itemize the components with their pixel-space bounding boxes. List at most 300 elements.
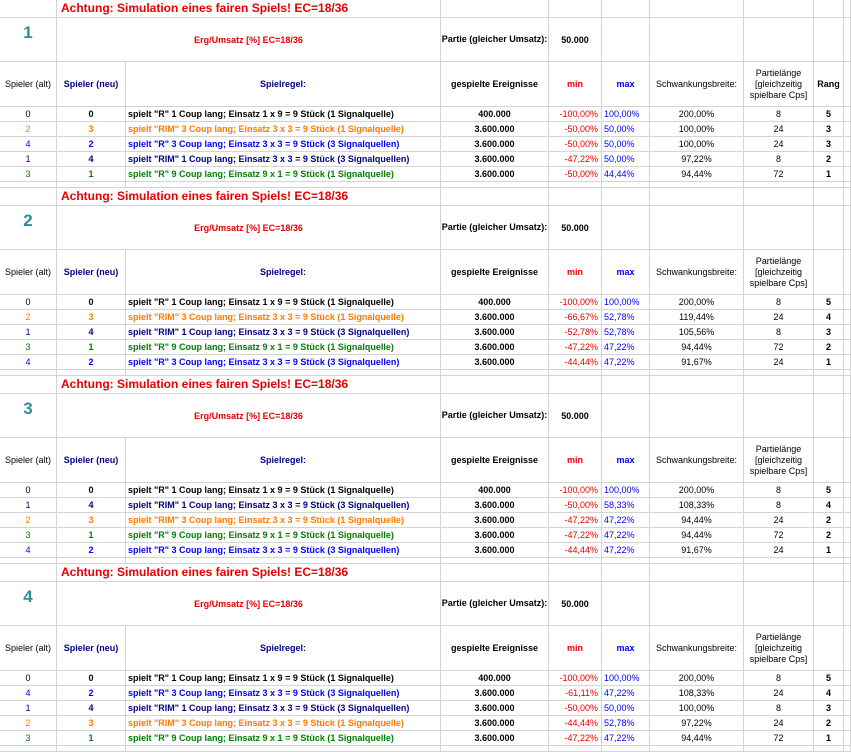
cell-events[interactable]: 3.600.000 — [441, 310, 549, 325]
header-schwankungsbreite[interactable]: Schwankungsbreite: — [650, 250, 744, 295]
blank-cell[interactable] — [57, 746, 126, 752]
header-max[interactable]: max — [602, 250, 650, 295]
cell-rang[interactable]: 2 — [814, 152, 844, 167]
cell-max[interactable]: 100,00% — [602, 483, 650, 498]
blank-cell[interactable] — [441, 376, 549, 394]
blank-cell[interactable] — [0, 564, 57, 582]
cell-events[interactable]: 3.600.000 — [441, 498, 549, 513]
cell-schwankungsbreite[interactable]: 94,44% — [650, 528, 744, 543]
cell-schwankungsbreite[interactable]: 94,44% — [650, 340, 744, 355]
blank-cell[interactable] — [844, 438, 851, 483]
blank-cell[interactable] — [844, 483, 851, 498]
header-spielregel[interactable]: Spielregel: — [126, 62, 441, 107]
cell-max[interactable]: 47,22% — [602, 355, 650, 370]
cell-min[interactable]: -47,22% — [549, 731, 602, 746]
cell-events[interactable]: 3.600.000 — [441, 325, 549, 340]
cell-events[interactable]: 3.600.000 — [441, 355, 549, 370]
header-max[interactable]: max — [602, 62, 650, 107]
blank-cell[interactable] — [0, 376, 57, 394]
blank-cell[interactable] — [602, 188, 650, 206]
cell-rang[interactable]: 4 — [814, 310, 844, 325]
erg-umsatz-label[interactable]: Erg/Umsatz [%] EC=18/36 — [57, 394, 441, 438]
blank-cell[interactable] — [126, 746, 441, 752]
blank-cell[interactable] — [844, 62, 851, 107]
blank-cell[interactable] — [844, 340, 851, 355]
header-spieler-alt[interactable]: Spieler (alt) — [0, 62, 57, 107]
cell-spieler-alt[interactable]: 4 — [0, 686, 57, 701]
cell-spieler-neu[interactable]: 1 — [57, 731, 126, 746]
cell-events[interactable]: 3.600.000 — [441, 543, 549, 558]
cell-max[interactable]: 100,00% — [602, 671, 650, 686]
partie-value[interactable]: 50.000 — [549, 394, 602, 438]
blank-cell[interactable] — [650, 376, 744, 394]
cell-schwankungsbreite[interactable]: 200,00% — [650, 107, 744, 122]
cell-partielaenge[interactable]: 24 — [744, 310, 814, 325]
cell-spieler-alt[interactable]: 1 — [0, 152, 57, 167]
blank-cell[interactable] — [844, 686, 851, 701]
blank-cell[interactable] — [650, 746, 744, 752]
cell-spieler-alt[interactable]: 3 — [0, 731, 57, 746]
blank-cell[interactable] — [844, 376, 851, 394]
blank-cell[interactable] — [844, 513, 851, 528]
cell-rang[interactable]: 1 — [814, 731, 844, 746]
blank-cell[interactable] — [814, 206, 844, 250]
cell-spielregel[interactable]: spielt "R" 3 Coup lang; Einsatz 3 x 3 = 9 Stück (3 Signalquellen) — [126, 543, 441, 558]
blank-cell[interactable] — [844, 394, 851, 438]
cell-min[interactable]: -50,00% — [549, 167, 602, 182]
cell-max[interactable]: 50,00% — [602, 137, 650, 152]
cell-spieler-neu[interactable]: 2 — [57, 543, 126, 558]
blank-cell[interactable] — [0, 188, 57, 206]
cell-schwankungsbreite[interactable]: 91,67% — [650, 355, 744, 370]
cell-partielaenge[interactable]: 24 — [744, 137, 814, 152]
erg-umsatz-label[interactable]: Erg/Umsatz [%] EC=18/36 — [57, 206, 441, 250]
blank-cell[interactable] — [844, 18, 851, 62]
blank-cell[interactable] — [814, 746, 844, 752]
blank-cell[interactable] — [650, 18, 744, 62]
cell-max[interactable]: 52,78% — [602, 716, 650, 731]
blank-cell[interactable] — [650, 188, 744, 206]
cell-spieler-alt[interactable]: 2 — [0, 513, 57, 528]
cell-partielaenge[interactable]: 72 — [744, 528, 814, 543]
cell-rang[interactable]: 2 — [814, 528, 844, 543]
cell-spieler-alt[interactable]: 0 — [0, 295, 57, 310]
erg-umsatz-label[interactable]: Erg/Umsatz [%] EC=18/36 — [57, 582, 441, 626]
cell-max[interactable]: 100,00% — [602, 295, 650, 310]
cell-spieler-alt[interactable]: 4 — [0, 137, 57, 152]
blank-cell[interactable] — [844, 325, 851, 340]
cell-spieler-alt[interactable]: 0 — [0, 483, 57, 498]
cell-spielregel[interactable]: spielt "RIM" 1 Coup lang; Einsatz 3 x 3 = 9 Stück (3 Signalquellen) — [126, 325, 441, 340]
cell-min[interactable]: -47,22% — [549, 513, 602, 528]
cell-rang[interactable]: 3 — [814, 701, 844, 716]
blank-cell[interactable] — [602, 582, 650, 626]
cell-rang[interactable]: 2 — [814, 513, 844, 528]
blank-cell[interactable] — [441, 746, 549, 752]
cell-events[interactable]: 3.600.000 — [441, 528, 549, 543]
blank-cell[interactable] — [0, 0, 57, 18]
partie-label[interactable]: Partie (gleicher Umsatz): — [441, 582, 549, 626]
cell-spieler-alt[interactable]: 3 — [0, 340, 57, 355]
block-number[interactable]: 1 — [0, 18, 57, 62]
cell-schwankungsbreite[interactable]: 200,00% — [650, 483, 744, 498]
header-spieler-neu[interactable]: Spieler (neu) — [57, 250, 126, 295]
cell-max[interactable]: 47,22% — [602, 731, 650, 746]
cell-partielaenge[interactable]: 24 — [744, 686, 814, 701]
cell-min[interactable]: -50,00% — [549, 701, 602, 716]
cell-max[interactable]: 47,22% — [602, 686, 650, 701]
blank-cell[interactable] — [844, 355, 851, 370]
cell-events[interactable]: 3.600.000 — [441, 716, 549, 731]
cell-partielaenge[interactable]: 8 — [744, 295, 814, 310]
cell-rang[interactable]: 1 — [814, 355, 844, 370]
header-events[interactable]: gespielte Ereignisse — [441, 62, 549, 107]
cell-partielaenge[interactable]: 72 — [744, 731, 814, 746]
cell-spieler-alt[interactable]: 0 — [0, 671, 57, 686]
header-spieler-neu[interactable]: Spieler (neu) — [57, 62, 126, 107]
blank-cell[interactable] — [814, 376, 844, 394]
cell-rang[interactable]: 3 — [814, 122, 844, 137]
blank-cell[interactable] — [441, 188, 549, 206]
partie-value[interactable]: 50.000 — [549, 582, 602, 626]
cell-min[interactable]: -50,00% — [549, 122, 602, 137]
cell-min[interactable]: -47,22% — [549, 152, 602, 167]
blank-cell[interactable] — [844, 626, 851, 671]
cell-spielregel[interactable]: spielt "R" 1 Coup lang; Einsatz 1 x 9 = 9 Stück (1 Signalquelle) — [126, 671, 441, 686]
cell-rang[interactable]: 2 — [814, 716, 844, 731]
partie-label[interactable]: Partie (gleicher Umsatz): — [441, 18, 549, 62]
blank-cell[interactable] — [744, 564, 814, 582]
header-schwankungsbreite[interactable]: Schwankungsbreite: — [650, 62, 744, 107]
cell-spieler-neu[interactable]: 3 — [57, 122, 126, 137]
cell-spielregel[interactable]: spielt "RIM" 3 Coup lang; Einsatz 3 x 3 = 9 Stück (1 Signalquelle) — [126, 513, 441, 528]
header-max[interactable]: max — [602, 626, 650, 671]
cell-spielregel[interactable]: spielt "RIM" 1 Coup lang; Einsatz 3 x 3 = 9 Stück (3 Signalquellen) — [126, 152, 441, 167]
cell-spielregel[interactable]: spielt "R" 9 Coup lang; Einsatz 9 x 1 = 9 Stück (1 Signalquelle) — [126, 340, 441, 355]
cell-spieler-alt[interactable]: 3 — [0, 167, 57, 182]
blank-cell[interactable] — [814, 582, 844, 626]
cell-spieler-alt[interactable]: 4 — [0, 543, 57, 558]
warning-title[interactable]: Achtung: Simulation eines fairen Spiels! EC=18/36 — [57, 564, 441, 582]
cell-partielaenge[interactable]: 8 — [744, 325, 814, 340]
blank-cell[interactable] — [844, 167, 851, 182]
header-spielregel[interactable]: Spielregel: — [126, 438, 441, 483]
cell-schwankungsbreite[interactable]: 100,00% — [650, 137, 744, 152]
cell-max[interactable]: 44,44% — [602, 167, 650, 182]
blank-cell[interactable] — [844, 188, 851, 206]
cell-max[interactable]: 52,78% — [602, 325, 650, 340]
cell-partielaenge[interactable]: 8 — [744, 107, 814, 122]
header-partielaenge[interactable]: Partielänge [gleichzeitig spielbare Cps] — [744, 62, 814, 107]
block-number[interactable]: 3 — [0, 394, 57, 438]
cell-min[interactable]: -44,44% — [549, 716, 602, 731]
cell-min[interactable]: -100,00% — [549, 671, 602, 686]
cell-rang[interactable]: 4 — [814, 686, 844, 701]
cell-spielregel[interactable]: spielt "R" 9 Coup lang; Einsatz 9 x 1 = 9 Stück (1 Signalquelle) — [126, 167, 441, 182]
cell-events[interactable]: 3.600.000 — [441, 731, 549, 746]
header-partielaenge[interactable]: Partielänge [gleichzeitig spielbare Cps] — [744, 250, 814, 295]
blank-cell[interactable] — [744, 0, 814, 18]
cell-events[interactable]: 3.600.000 — [441, 152, 549, 167]
cell-partielaenge[interactable]: 8 — [744, 701, 814, 716]
cell-schwankungsbreite[interactable]: 100,00% — [650, 122, 744, 137]
blank-cell[interactable] — [844, 250, 851, 295]
cell-max[interactable]: 50,00% — [602, 152, 650, 167]
header-events[interactable]: gespielte Ereignisse — [441, 438, 549, 483]
cell-spieler-alt[interactable]: 1 — [0, 498, 57, 513]
cell-max[interactable]: 50,00% — [602, 701, 650, 716]
cell-spieler-neu[interactable]: 1 — [57, 340, 126, 355]
header-rang[interactable] — [814, 438, 844, 483]
cell-spieler-alt[interactable]: 2 — [0, 716, 57, 731]
cell-spieler-alt[interactable]: 1 — [0, 701, 57, 716]
cell-min[interactable]: -50,00% — [549, 137, 602, 152]
blank-cell[interactable] — [549, 376, 602, 394]
cell-rang[interactable]: 1 — [814, 543, 844, 558]
blank-cell[interactable] — [744, 18, 814, 62]
blank-cell[interactable] — [844, 310, 851, 325]
cell-schwankungsbreite[interactable]: 94,44% — [650, 167, 744, 182]
cell-schwankungsbreite[interactable]: 97,22% — [650, 152, 744, 167]
warning-title[interactable]: Achtung: Simulation eines fairen Spiels! EC=18/36 — [57, 188, 441, 206]
cell-partielaenge[interactable]: 8 — [744, 483, 814, 498]
cell-spielregel[interactable]: spielt "R" 3 Coup lang; Einsatz 3 x 3 = 9 Stück (3 Signalquellen) — [126, 686, 441, 701]
cell-spieler-neu[interactable]: 4 — [57, 701, 126, 716]
header-max[interactable]: max — [602, 438, 650, 483]
cell-partielaenge[interactable]: 24 — [744, 716, 814, 731]
cell-events[interactable]: 3.600.000 — [441, 167, 549, 182]
cell-spielregel[interactable]: spielt "RIM" 1 Coup lang; Einsatz 3 x 3 = 9 Stück (3 Signalquellen) — [126, 701, 441, 716]
cell-min[interactable]: -52,78% — [549, 325, 602, 340]
header-partielaenge[interactable]: Partielänge [gleichzeitig spielbare Cps] — [744, 438, 814, 483]
cell-schwankungsbreite[interactable]: 200,00% — [650, 295, 744, 310]
cell-spielregel[interactable]: spielt "R" 1 Coup lang; Einsatz 1 x 9 = 9 Stück (1 Signalquelle) — [126, 483, 441, 498]
block-number[interactable]: 4 — [0, 582, 57, 626]
blank-cell[interactable] — [602, 0, 650, 18]
header-spieler-neu[interactable]: Spieler (neu) — [57, 626, 126, 671]
blank-cell[interactable] — [744, 394, 814, 438]
blank-cell[interactable] — [844, 731, 851, 746]
header-events[interactable]: gespielte Ereignisse — [441, 250, 549, 295]
cell-partielaenge[interactable]: 8 — [744, 152, 814, 167]
cell-schwankungsbreite[interactable]: 105,56% — [650, 325, 744, 340]
cell-min[interactable]: -44,44% — [549, 543, 602, 558]
cell-schwankungsbreite[interactable]: 108,33% — [650, 498, 744, 513]
header-spieler-alt[interactable]: Spieler (alt) — [0, 626, 57, 671]
cell-spieler-neu[interactable]: 4 — [57, 325, 126, 340]
partie-value[interactable]: 50.000 — [549, 18, 602, 62]
cell-max[interactable]: 47,22% — [602, 543, 650, 558]
header-rang[interactable] — [814, 626, 844, 671]
warning-title[interactable]: Achtung: Simulation eines fairen Spiels! EC=18/36 — [57, 376, 441, 394]
header-spielregel[interactable]: Spielregel: — [126, 626, 441, 671]
cell-spieler-alt[interactable]: 2 — [0, 122, 57, 137]
cell-partielaenge[interactable]: 8 — [744, 671, 814, 686]
cell-partielaenge[interactable]: 72 — [744, 340, 814, 355]
cell-rang[interactable]: 5 — [814, 483, 844, 498]
cell-rang[interactable]: 5 — [814, 107, 844, 122]
blank-cell[interactable] — [814, 188, 844, 206]
cell-partielaenge[interactable]: 8 — [744, 498, 814, 513]
blank-cell[interactable] — [814, 564, 844, 582]
blank-cell[interactable] — [844, 0, 851, 18]
blank-cell[interactable] — [814, 0, 844, 18]
cell-events[interactable]: 3.600.000 — [441, 122, 549, 137]
blank-cell[interactable] — [844, 206, 851, 250]
cell-spielregel[interactable]: spielt "RIM" 3 Coup lang; Einsatz 3 x 3 = 9 Stück (1 Signalquelle) — [126, 716, 441, 731]
blank-cell[interactable] — [844, 137, 851, 152]
header-spielregel[interactable]: Spielregel: — [126, 250, 441, 295]
blank-cell[interactable] — [844, 582, 851, 626]
cell-spieler-alt[interactable]: 1 — [0, 325, 57, 340]
cell-spielregel[interactable]: spielt "RIM" 3 Coup lang; Einsatz 3 x 3 = 9 Stück (1 Signalquelle) — [126, 310, 441, 325]
blank-cell[interactable] — [549, 0, 602, 18]
cell-max[interactable]: 100,00% — [602, 107, 650, 122]
cell-min[interactable]: -100,00% — [549, 107, 602, 122]
cell-min[interactable]: -44,44% — [549, 355, 602, 370]
cell-events[interactable]: 3.600.000 — [441, 137, 549, 152]
blank-cell[interactable] — [744, 376, 814, 394]
cell-max[interactable]: 50,00% — [602, 122, 650, 137]
blank-cell[interactable] — [814, 18, 844, 62]
cell-partielaenge[interactable]: 24 — [744, 122, 814, 137]
cell-schwankungsbreite[interactable]: 100,00% — [650, 701, 744, 716]
cell-partielaenge[interactable]: 24 — [744, 513, 814, 528]
blank-cell[interactable] — [549, 188, 602, 206]
cell-spielregel[interactable]: spielt "RIM" 3 Coup lang; Einsatz 3 x 3 = 9 Stück (1 Signalquelle) — [126, 122, 441, 137]
cell-spieler-alt[interactable]: 3 — [0, 528, 57, 543]
cell-events[interactable]: 400.000 — [441, 107, 549, 122]
partie-label[interactable]: Partie (gleicher Umsatz): — [441, 206, 549, 250]
cell-spielregel[interactable]: spielt "R" 9 Coup lang; Einsatz 9 x 1 = 9 Stück (1 Signalquelle) — [126, 731, 441, 746]
blank-cell[interactable] — [744, 188, 814, 206]
blank-cell[interactable] — [844, 746, 851, 752]
cell-rang[interactable]: 5 — [814, 671, 844, 686]
cell-partielaenge[interactable]: 24 — [744, 543, 814, 558]
blank-cell[interactable] — [650, 206, 744, 250]
blank-cell[interactable] — [844, 498, 851, 513]
blank-cell[interactable] — [0, 746, 57, 752]
cell-events[interactable]: 400.000 — [441, 671, 549, 686]
header-min[interactable]: min — [549, 626, 602, 671]
blank-cell[interactable] — [441, 564, 549, 582]
header-rang[interactable]: Rang — [814, 62, 844, 107]
blank-cell[interactable] — [844, 528, 851, 543]
partie-label[interactable]: Partie (gleicher Umsatz): — [441, 394, 549, 438]
blank-cell[interactable] — [602, 376, 650, 394]
warning-title[interactable]: Achtung: Simulation eines fairen Spiels! EC=18/36 — [57, 0, 441, 18]
cell-spieler-neu[interactable]: 0 — [57, 295, 126, 310]
blank-cell[interactable] — [844, 701, 851, 716]
cell-spielregel[interactable]: spielt "R" 9 Coup lang; Einsatz 9 x 1 = 9 Stück (1 Signalquelle) — [126, 528, 441, 543]
blank-cell[interactable] — [844, 295, 851, 310]
cell-schwankungsbreite[interactable]: 94,44% — [650, 513, 744, 528]
cell-partielaenge[interactable]: 72 — [744, 167, 814, 182]
cell-spieler-neu[interactable]: 2 — [57, 137, 126, 152]
cell-schwankungsbreite[interactable]: 119,44% — [650, 310, 744, 325]
erg-umsatz-label[interactable]: Erg/Umsatz [%] EC=18/36 — [57, 18, 441, 62]
header-min[interactable]: min — [549, 62, 602, 107]
cell-spieler-neu[interactable]: 4 — [57, 498, 126, 513]
cell-spielregel[interactable]: spielt "R" 1 Coup lang; Einsatz 1 x 9 = 9 Stück (1 Signalquelle) — [126, 107, 441, 122]
blank-cell[interactable] — [844, 564, 851, 582]
cell-spieler-neu[interactable]: 1 — [57, 167, 126, 182]
blank-cell[interactable] — [844, 152, 851, 167]
blank-cell[interactable] — [549, 564, 602, 582]
blank-cell[interactable] — [844, 543, 851, 558]
cell-events[interactable]: 3.600.000 — [441, 701, 549, 716]
cell-schwankungsbreite[interactable]: 94,44% — [650, 731, 744, 746]
blank-cell[interactable] — [549, 746, 602, 752]
cell-max[interactable]: 47,22% — [602, 340, 650, 355]
blank-cell[interactable] — [441, 0, 549, 18]
blank-cell[interactable] — [602, 18, 650, 62]
cell-rang[interactable]: 1 — [814, 167, 844, 182]
cell-spieler-neu[interactable]: 4 — [57, 152, 126, 167]
cell-spieler-alt[interactable]: 4 — [0, 355, 57, 370]
cell-events[interactable]: 3.600.000 — [441, 686, 549, 701]
blank-cell[interactable] — [844, 671, 851, 686]
cell-events[interactable]: 400.000 — [441, 483, 549, 498]
cell-spieler-neu[interactable]: 3 — [57, 716, 126, 731]
cell-min[interactable]: -47,22% — [549, 340, 602, 355]
cell-spielregel[interactable]: spielt "R" 3 Coup lang; Einsatz 3 x 3 = 9 Stück (3 Signalquellen) — [126, 355, 441, 370]
cell-max[interactable]: 47,22% — [602, 528, 650, 543]
partie-value[interactable]: 50.000 — [549, 206, 602, 250]
cell-rang[interactable]: 2 — [814, 340, 844, 355]
cell-events[interactable]: 3.600.000 — [441, 340, 549, 355]
blank-cell[interactable] — [602, 564, 650, 582]
blank-cell[interactable] — [744, 746, 814, 752]
cell-rang[interactable]: 5 — [814, 295, 844, 310]
cell-min[interactable]: -100,00% — [549, 483, 602, 498]
cell-spieler-neu[interactable]: 2 — [57, 355, 126, 370]
blank-cell[interactable] — [744, 206, 814, 250]
cell-events[interactable]: 400.000 — [441, 295, 549, 310]
cell-events[interactable]: 3.600.000 — [441, 513, 549, 528]
blank-cell[interactable] — [650, 394, 744, 438]
blank-cell[interactable] — [650, 582, 744, 626]
blank-cell[interactable] — [602, 746, 650, 752]
blank-cell[interactable] — [844, 122, 851, 137]
cell-schwankungsbreite[interactable]: 91,67% — [650, 543, 744, 558]
cell-min[interactable]: -47,22% — [549, 528, 602, 543]
blank-cell[interactable] — [844, 716, 851, 731]
cell-spielregel[interactable]: spielt "R" 3 Coup lang; Einsatz 3 x 3 = 9 Stück (3 Signalquellen) — [126, 137, 441, 152]
cell-min[interactable]: -66,67% — [549, 310, 602, 325]
header-rang[interactable] — [814, 250, 844, 295]
cell-spieler-neu[interactable]: 3 — [57, 513, 126, 528]
cell-max[interactable]: 58,33% — [602, 498, 650, 513]
blank-cell[interactable] — [602, 394, 650, 438]
header-spieler-neu[interactable]: Spieler (neu) — [57, 438, 126, 483]
header-schwankungsbreite[interactable]: Schwankungsbreite: — [650, 626, 744, 671]
header-schwankungsbreite[interactable]: Schwankungsbreite: — [650, 438, 744, 483]
blank-cell[interactable] — [650, 564, 744, 582]
cell-schwankungsbreite[interactable]: 108,33% — [650, 686, 744, 701]
cell-min[interactable]: -50,00% — [549, 498, 602, 513]
cell-spielregel[interactable]: spielt "RIM" 1 Coup lang; Einsatz 3 x 3 = 9 Stück (3 Signalquellen) — [126, 498, 441, 513]
cell-schwankungsbreite[interactable]: 97,22% — [650, 716, 744, 731]
blank-cell[interactable] — [844, 107, 851, 122]
cell-rang[interactable]: 3 — [814, 325, 844, 340]
header-min[interactable]: min — [549, 438, 602, 483]
cell-spieler-neu[interactable]: 0 — [57, 483, 126, 498]
header-min[interactable]: min — [549, 250, 602, 295]
cell-spieler-alt[interactable]: 2 — [0, 310, 57, 325]
header-partielaenge[interactable]: Partielänge [gleichzeitig spielbare Cps] — [744, 626, 814, 671]
header-spieler-alt[interactable]: Spieler (alt) — [0, 250, 57, 295]
